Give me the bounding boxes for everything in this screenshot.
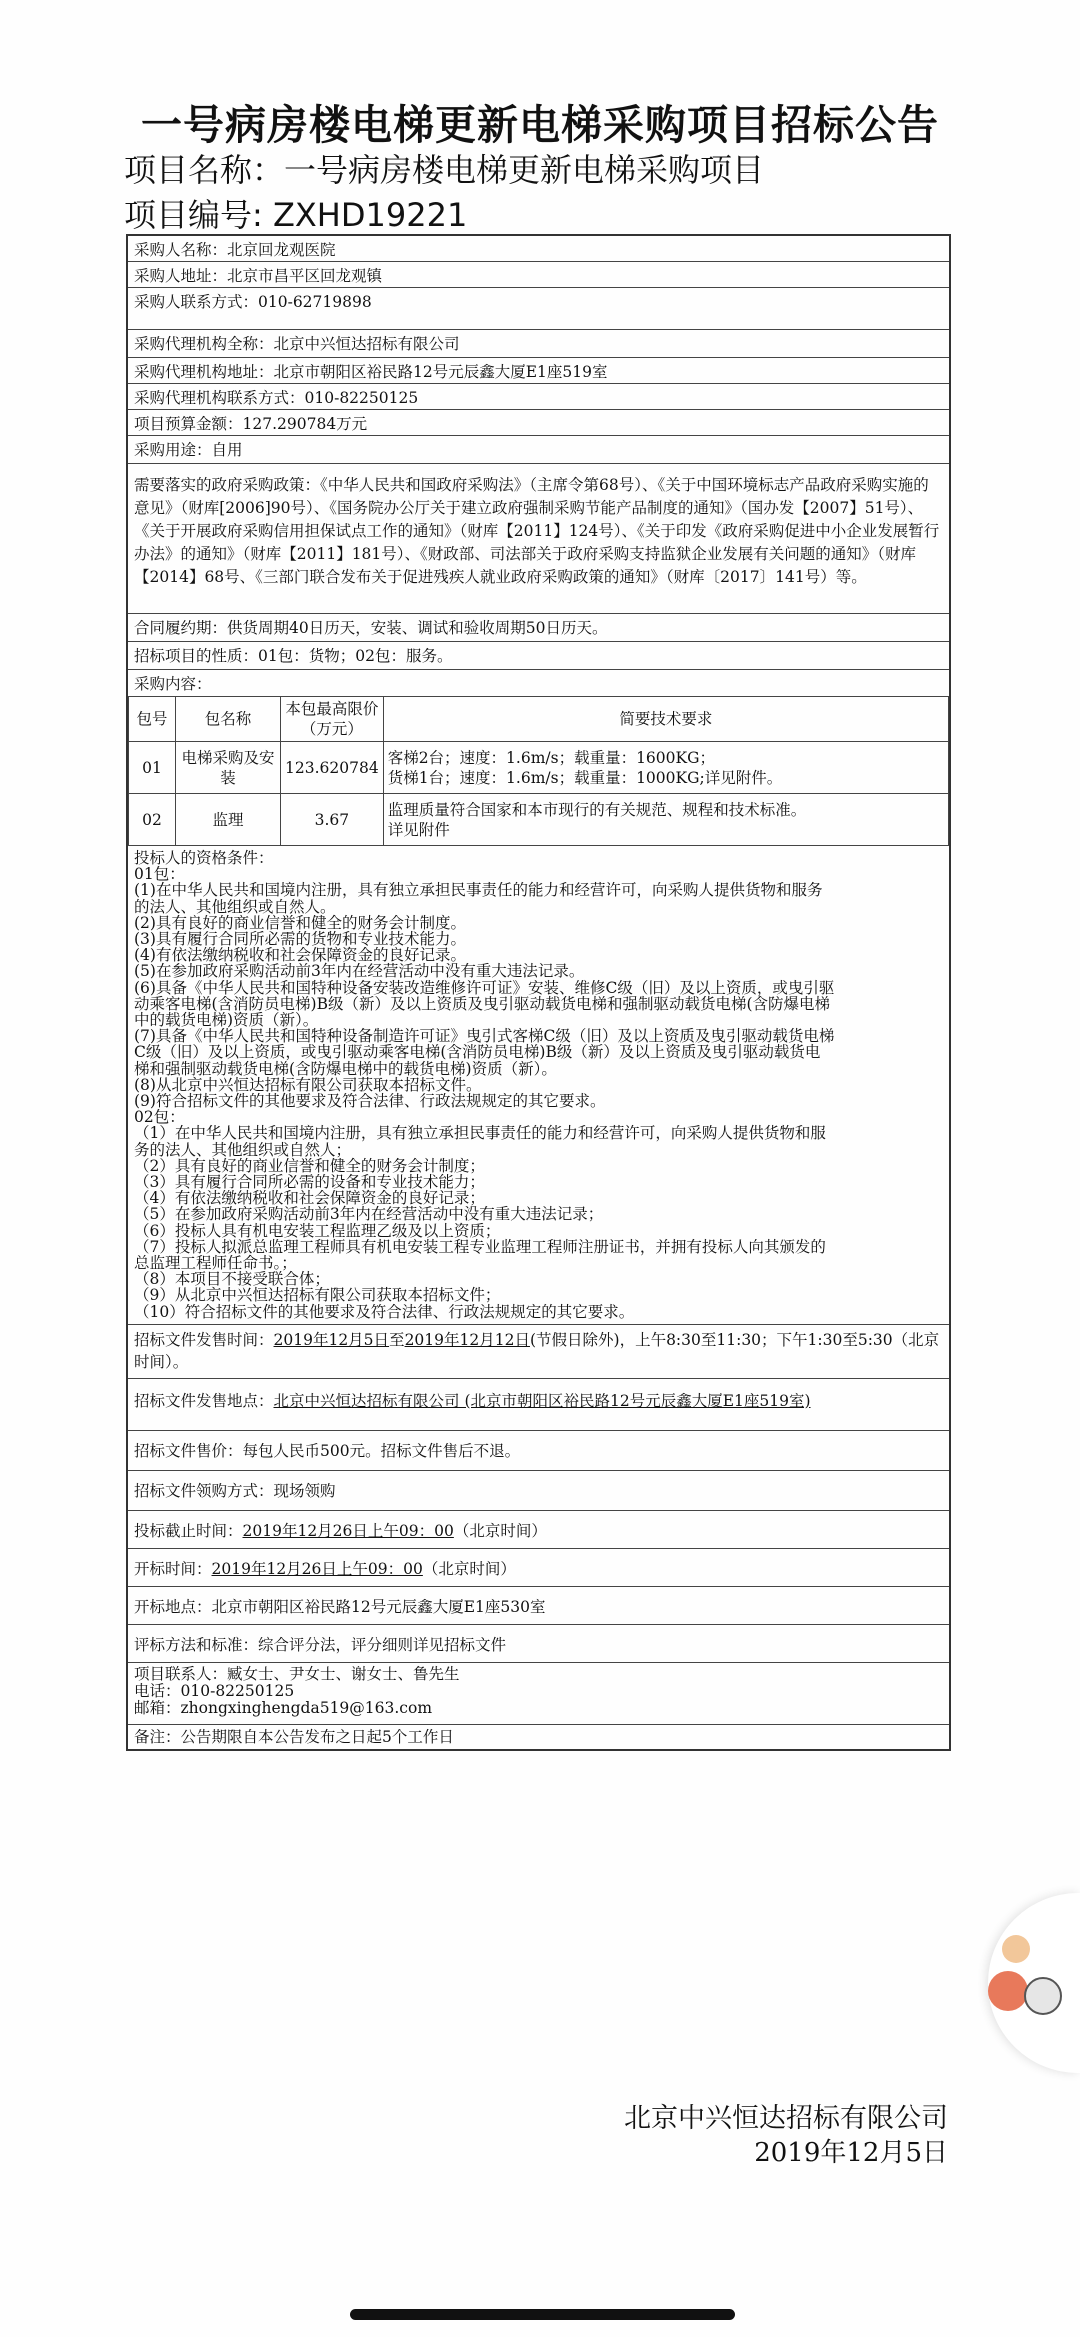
header-cell: 包名称 <box>176 697 281 742</box>
budget-row <box>128 410 949 436</box>
issue-time-row <box>128 1325 949 1379</box>
row-text: 项目预算金额：127.290784万元 <box>134 415 368 433</box>
avatar-icon <box>1024 1977 1062 2015</box>
qual-line: (3)具有履行合同所必需的货物和专业技术能力。 <box>134 930 466 949</box>
qual-line: （9）从北京中兴恒达招标有限公司获取本招标文件； <box>134 1286 501 1305</box>
project-name: 项目名称：一号病房楼电梯更新电梯采购项目 <box>124 151 765 189</box>
contract-period-row <box>128 614 949 642</box>
qual-line: 动乘客电梯(含消防员电梯)B级（新）及以上资质及曳引驱动载货电梯和强制驱动载货电梯(含防爆电梯 <box>134 994 831 1013</box>
opening-time-row <box>128 1549 949 1587</box>
qual-line: （5）在参加政府采购活动前3年内在经营活动中没有重大违法记录； <box>134 1205 604 1224</box>
req-line: 监理质量符合国家和本市现行的有关规范、规程和技术标准。 <box>387 800 807 819</box>
deadline-value: 2019年12月26日上午09：00 <box>242 1521 454 1540</box>
opening-time-label: 开标时间： <box>134 1559 212 1578</box>
qual-line: 投标人的资格条件： <box>134 849 274 867</box>
package-header-row <box>129 697 949 742</box>
qual-line: 02包： <box>134 1108 185 1127</box>
req-line: 客梯2台；速度：1.6m/s；载重量：1600KG； <box>387 748 715 767</box>
header-cell: 简要技术要求 <box>383 697 948 742</box>
qual-line: （2）具有良好的商业信誉和健全的财务会计制度； <box>134 1156 485 1175</box>
purchaser-name-row <box>128 236 949 262</box>
deadline-label: 投标截止时间： <box>134 1521 243 1540</box>
row-text: 招标项目的性质：01包：货物；02包：服务。 <box>134 647 453 665</box>
price-row <box>128 1431 949 1471</box>
package-no: 01 <box>129 742 176 794</box>
deadline-row <box>128 1511 949 1549</box>
purpose-row <box>128 436 949 464</box>
header-cell: 本包最高限价（万元） <box>281 697 384 742</box>
package-name: 电梯采购及安装 <box>176 742 281 794</box>
announcement-table <box>126 234 951 1751</box>
project-number: 项目编号: ZXHD19221 <box>124 196 468 234</box>
row-text: 采购代理机构联系方式：010-82250125 <box>134 389 419 407</box>
content-row <box>128 670 949 696</box>
row-text: 采购代理机构全称：北京中兴恒达招标有限公司 <box>134 335 460 353</box>
table-row <box>129 794 949 846</box>
agency-contact-row <box>128 384 949 410</box>
qual-line: C级（旧）及以上资质，或曳引驱动乘客电梯(含消防员电梯)B级（新）及以上资质及曳引驱动载货电 <box>134 1043 821 1062</box>
remark-row <box>128 1725 949 1749</box>
req-line: 详见附件 <box>387 820 450 839</box>
qual-line: （3）具有履行合同所必需的设备和专业技术能力； <box>134 1173 485 1192</box>
qual-line: 01包： <box>134 865 185 884</box>
row-text: 采购内容： <box>134 675 212 693</box>
row-text: 合同履约期：供货周期40日历天，安装、调试和验收周期50日历天。 <box>134 619 608 637</box>
qual-line: （10）符合招标文件的其他要求及符合法律、行政法规规定的其它要求。 <box>134 1302 635 1321</box>
qual-line: (9)符合招标文件的其他要求及符合法律、行政法规规定的其它要求。 <box>134 1092 606 1111</box>
qual-line: (5)在参加政府采购活动前3年内在经营活动中没有重大违法记录。 <box>134 962 585 981</box>
announcement-title: 一号病房楼电梯更新电梯采购项目招标公告 <box>141 101 939 149</box>
purchaser-contact-row <box>128 288 949 330</box>
package-requirements <box>383 794 948 846</box>
row-text: 评标方法和标准：综合评分法，评分细则详见招标文件 <box>134 1635 507 1654</box>
issue-time-hours: (节假日除外)，上午8:30至11:30；下午1:30至5:30（北京时间）。 <box>134 1330 940 1371</box>
qual-line: 中的载货电梯)资质（新）。 <box>134 1011 319 1030</box>
qual-line: （6）投标人具有机电安装工程监理乙级及以上资质； <box>134 1221 501 1240</box>
qual-line: 的法人、其他组织或自然人。 <box>134 897 336 916</box>
package-no: 02 <box>129 794 176 846</box>
qual-line: 梯和强制驱动载货电梯(含防爆电梯中的载货电梯)资质（新）。 <box>134 1059 557 1078</box>
issue-place-value: 北京中兴恒达招标有限公司 (北京市朝阳区裕民路12号元辰鑫大厦E1座519室) <box>273 1391 811 1410</box>
signature-company: 北京中兴恒达招标有限公司 <box>624 2103 948 2134</box>
qual-line: 总监理工程师任命书。； <box>134 1254 297 1273</box>
contact-phone: 电话：010-82250125 <box>134 1681 295 1700</box>
row-text: 招标文件售价：每包人民币500元。招标文件售后不退。 <box>134 1441 521 1460</box>
package-name: 监理 <box>176 794 281 846</box>
evaluation-row <box>128 1625 949 1663</box>
avatar-icon <box>988 1971 1028 2011</box>
agency-address-row <box>128 358 949 384</box>
row-text: 备注：公告期限自本公告发布之日起5个工作日 <box>134 1727 454 1746</box>
qual-line: (7)具备《中华人民共和国特种设备制造许可证》曳引式客梯C级（旧）及以上资质及曳引驱动载货电梯 <box>134 1027 835 1046</box>
contact-email: 邮箱：zhongxinghengda519@163.com <box>134 1698 433 1717</box>
qual-line: (4)有依法缴纳税收和社会保障资金的良好记录。 <box>134 946 466 965</box>
row-text: 采购代理机构地址：北京市朝阳区裕民路12号元辰鑫大厦E1座519室 <box>134 363 608 381</box>
qual-line: （7）投标人拟派总监理工程师具有机电安装工程专业监理工程师注册证书，并拥有投标人向其颁发的 <box>134 1237 826 1256</box>
nature-row <box>128 642 949 670</box>
qual-line: （1）在中华人民共和国境内注册，具有独立承担民事责任的能力和经营许可，向采购人提供货物和服 <box>134 1124 826 1143</box>
qual-line: (6)具备《中华人民共和国特种设备安装改造维修许可证》安装、维修C级（旧）及以上资质，或曳引驱 <box>134 978 835 997</box>
row-text: 采购用途：自用 <box>134 441 243 459</box>
deadline-suffix: （北京时间） <box>453 1521 547 1540</box>
floating-chat-widget[interactable] <box>988 1893 1080 2073</box>
issue-time-to: 至 <box>389 1330 405 1349</box>
agency-name-row <box>128 330 949 358</box>
qual-line: 务的法人、其他组织或自然人； <box>134 1140 352 1159</box>
qual-line: (8)从北京中兴恒达招标有限公司获取本招标文件。 <box>134 1075 482 1094</box>
home-indicator[interactable] <box>350 2309 735 2320</box>
issue-end-date: 2019年12月12日 <box>404 1330 530 1349</box>
table-row <box>129 742 949 794</box>
row-text: 采购人地址：北京市昌平区回龙观镇 <box>134 267 383 285</box>
package-requirements <box>383 742 948 794</box>
qual-line: （4）有依法缴纳税收和社会保障资金的良好记录； <box>134 1189 485 1208</box>
purchaser-address-row <box>128 262 949 288</box>
package-price: 123.620784 <box>281 742 384 794</box>
req-line: 货梯1台；速度：1.6m/s；载重量：1000KG;详见附件。 <box>387 768 783 787</box>
opening-time-suffix: （北京时间） <box>422 1559 516 1578</box>
header-cell: 包号 <box>129 697 176 742</box>
contact-person: 项目联系人：臧女士、尹女士、谢女士、鲁先生 <box>134 1664 460 1683</box>
issue-start-date: 2019年12月5日 <box>273 1330 390 1349</box>
qualification-section <box>128 846 949 1325</box>
opening-time-value: 2019年12月26日上午09：00 <box>211 1559 423 1578</box>
contact-row <box>128 1663 949 1725</box>
qual-line: （8）本项目不接受联合体； <box>134 1270 330 1289</box>
issue-time-label: 招标文件发售时间： <box>134 1330 274 1349</box>
issue-place-row <box>128 1379 949 1431</box>
row-text: 采购人名称：北京回龙观医院 <box>134 241 336 259</box>
purchase-method-row <box>128 1471 949 1511</box>
qual-line: (2)具有良好的商业信誉和健全的财务会计制度。 <box>134 913 466 932</box>
package-price: 3.67 <box>281 794 384 846</box>
qual-line: (1)在中华人民共和国境内注册，具有独立承担民事责任的能力和经营许可，向采购人提供货物和服务 <box>134 881 823 900</box>
issue-place-label: 招标文件发售地点： <box>134 1391 274 1410</box>
policy-text: 需要落实的政府采购政策：《中华人民共和国政府采购法》（主席令第68号）、《关于中国环境标志产品政府采购实施的意见》（财库[2006]90号）、《国务院办公厅关于建立政府强制采购节能产品制度的通知》（国办发【2007】51号）、《关于开展政府采购信用担保试点工作的通知》（财库【2011】124号）、《关于印发《政府采购促进中小企业发展暂行办法》的通知》（财库【2011】181号）、《财政部、司法部关于政府采购支持监狱企业发展有关问题的通知》（财库【2014】68号、《三部门联合发布关于促进残疾人就业政府采购政策的通知》（财库〔2017〕141号）等。 <box>134 476 940 586</box>
row-text: 招标文件领购方式：现场领购 <box>134 1481 336 1500</box>
opening-place-row <box>128 1587 949 1625</box>
avatar-icon <box>1002 1935 1030 1963</box>
row-text: 开标地点：北京市朝阳区裕民路12号元辰鑫大厦E1座530室 <box>134 1597 546 1616</box>
policy-row <box>128 464 949 614</box>
signature-date: 2019年12月5日 <box>754 2138 948 2168</box>
package-table <box>128 696 949 846</box>
row-text: 采购人联系方式：010-62719898 <box>134 293 372 311</box>
